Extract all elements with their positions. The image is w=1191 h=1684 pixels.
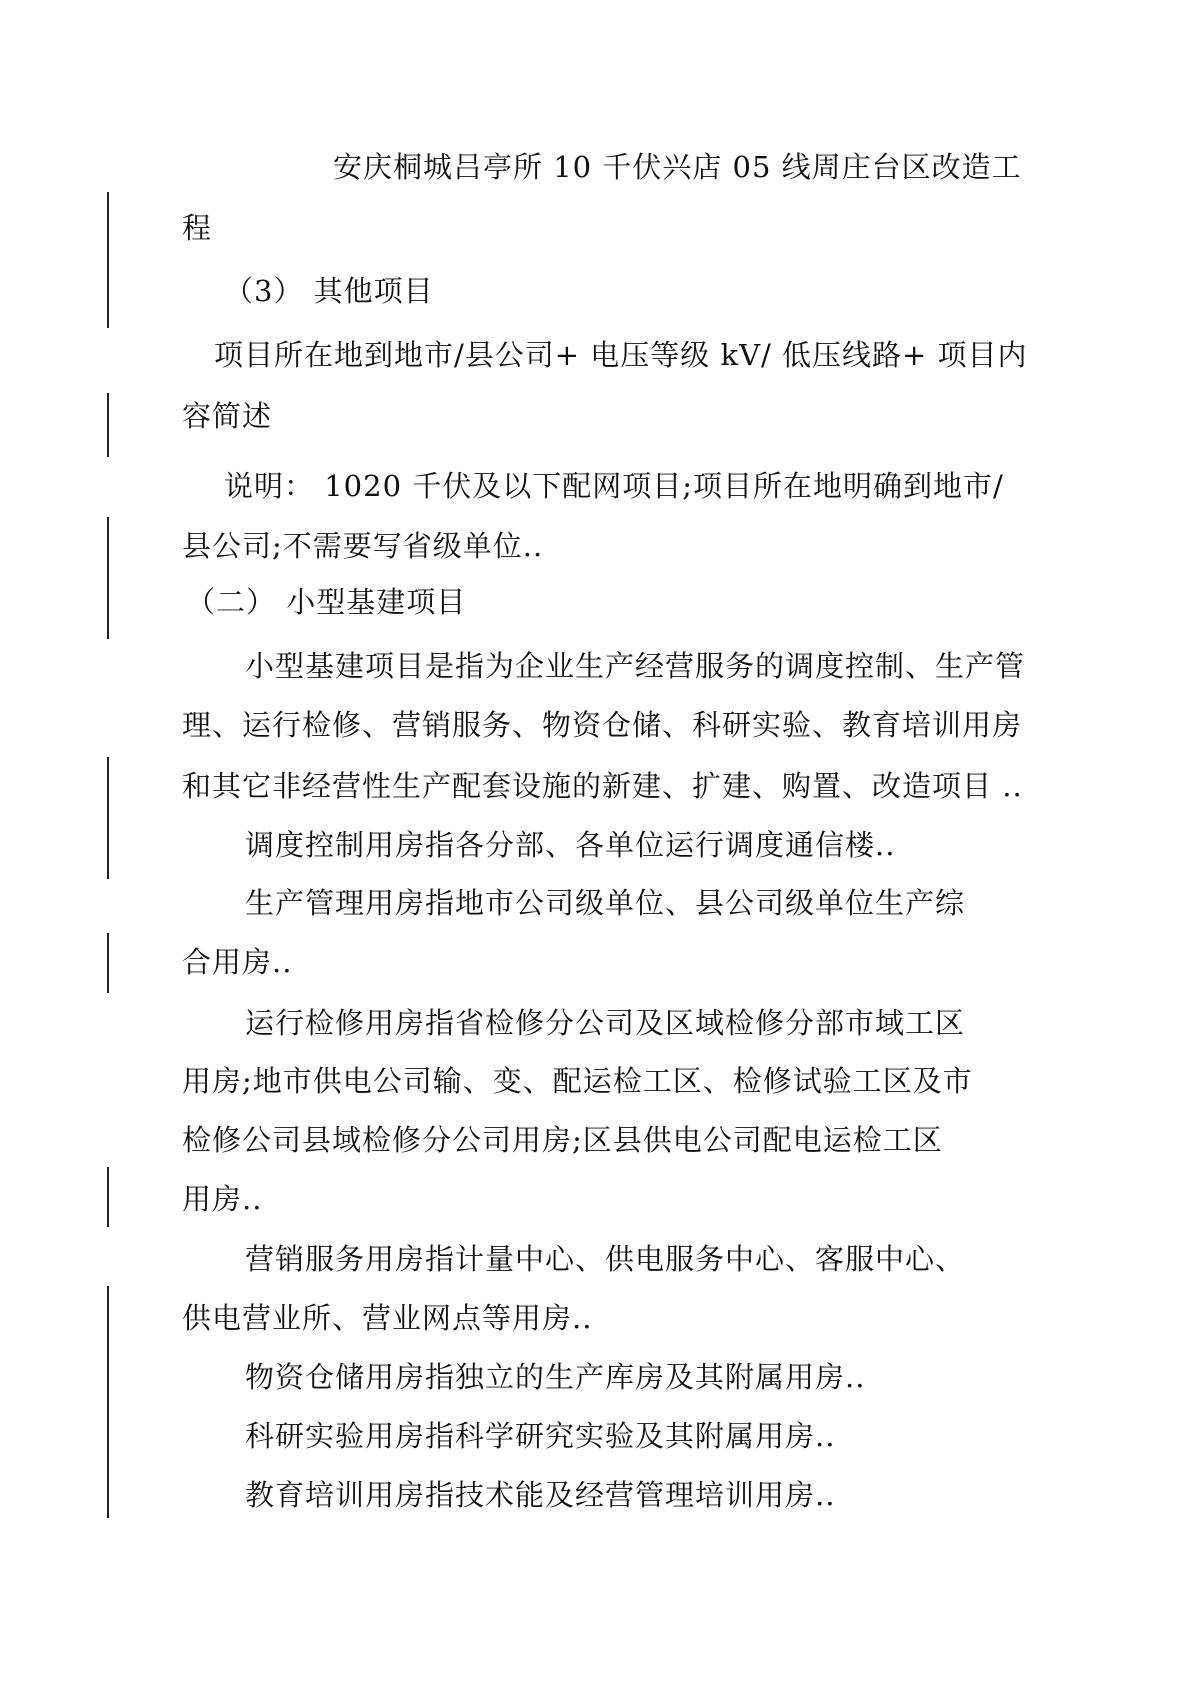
text-line: 营销服务用房指计量中心、供电服务中心、客服中心、 — [245, 1242, 966, 1276]
text-line: 运行检修用房指省检修分公司及区域检修分部市域工区 — [245, 1006, 966, 1040]
change-bar — [107, 757, 109, 879]
text-line: 调度控制用房指各分部、各单位运行调度通信楼.. — [245, 828, 896, 862]
text-line: 科研实验用房指科学研究实验及其附属用房.. — [245, 1419, 836, 1453]
change-bar — [107, 393, 109, 457]
text-line: 和其它非经营性生产配套设施的新建、扩建、购置、改造项目 .. — [182, 769, 1023, 803]
text-line: （3） 其他项目 — [224, 274, 434, 308]
change-bar — [107, 1286, 109, 1518]
text-line: 用房.. — [182, 1182, 263, 1216]
text-line: 供电营业所、营业网点等用房.. — [182, 1301, 593, 1335]
text-line: 说明： 1020 千伏及以下配网项目;项目所在地明确到地市/ — [224, 469, 1004, 503]
text-line: 合用房.. — [182, 945, 293, 979]
text-line: 用房;地市供电公司输、变、配运检工区、检修试验工区及市 — [182, 1064, 973, 1098]
text-line: 容简述 — [182, 399, 273, 433]
text-line: 生产管理用房指地市公司级单位、县公司级单位生产综 — [245, 886, 966, 920]
text-line: 县公司;不需要写省级单位.. — [182, 529, 544, 563]
text-line: 项目所在地到地市/县公司+ 电压等级 kV/ 低压线路+ 项目内 — [214, 338, 1028, 372]
text-line: 小型基建项目是指为企业生产经营服务的调度控制、生产管 — [245, 649, 1026, 683]
change-bar — [107, 933, 109, 993]
text-line: 安庆桐城吕亭所 10 千伏兴店 05 线周庄台区改造工 — [333, 150, 1022, 184]
text-line: 检修公司县域检修分公司用房;区县供电公司配电运检工区 — [182, 1123, 943, 1157]
text-line: 物资仓储用房指独立的生产库房及其附属用房.. — [245, 1360, 866, 1394]
change-bar — [107, 192, 109, 328]
text-line: 程 — [182, 211, 213, 245]
text-line: 教育培训用房指技术能及经营管理培训用房.. — [245, 1478, 836, 1512]
change-bar — [107, 517, 109, 639]
section-heading: （二） 小型基建项目 — [186, 585, 467, 619]
change-bar — [107, 1167, 109, 1227]
text-line: 理、运行检修、营销服务、物资仓储、科研实验、教育培训用房 — [182, 708, 1023, 742]
